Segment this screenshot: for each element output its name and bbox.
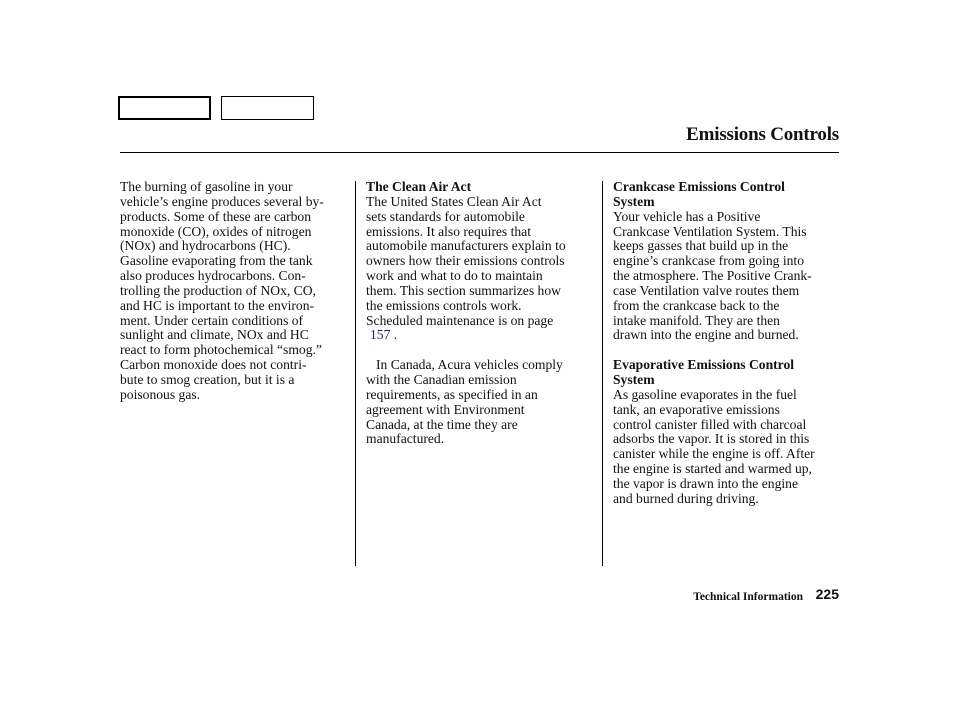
evaporative-heading: Evaporative Emissions Control	[613, 357, 795, 373]
text-line: In Canada, Acura vehicles comply	[376, 357, 563, 373]
text-line: Your vehicle has a Positive	[613, 208, 761, 224]
footer-section-label: Technical Information	[693, 591, 803, 603]
paragraph-gap	[366, 343, 598, 358]
text-line: (NOx) and hydrocarbons (HC).	[120, 238, 291, 254]
nav-button-main-menu[interactable]	[118, 96, 211, 120]
paragraph-gap	[613, 343, 845, 358]
text-line: automobile manufacturers explain to	[366, 238, 566, 254]
text-line: Canada, at the time they are	[366, 416, 518, 432]
text-line: Gasoline evaporating from the tank	[120, 253, 313, 269]
page-157-link[interactable]: 157	[370, 327, 391, 343]
text-line: drawn into the engine and burned.	[613, 327, 799, 343]
page-reference-line	[366, 328, 598, 343]
text-line: canister while the engine is off. After	[613, 446, 815, 462]
text-line: requirements, as specified in an	[366, 386, 538, 402]
column-divider-left	[355, 181, 356, 566]
text-line: the emissions controls work.	[366, 297, 522, 313]
text-line: the atmosphere. The Positive Crank-	[613, 268, 812, 284]
text-line: owners how their emissions controls	[366, 253, 565, 269]
text-line: manufactured.	[366, 431, 445, 447]
text-line: agreement with Environment	[366, 401, 525, 417]
text-line: bute to smog creation, but it is a	[120, 371, 295, 387]
text-line: the vapor is drawn into the engine	[613, 475, 798, 491]
page-link-suffix: .	[390, 327, 398, 343]
text-line: The burning of gasoline in your	[120, 179, 293, 194]
text-line: vehicle’s engine produces several by-	[120, 193, 324, 209]
intro-column	[120, 180, 348, 403]
text-line: adsorbs the vapor. It is stored in this	[613, 431, 810, 447]
text-line: control canister filled with charcoal	[613, 416, 807, 432]
title-rule	[120, 152, 839, 153]
crankcase-heading: Crankcase Emissions Control	[613, 179, 785, 194]
text-line: Carbon monoxide does not contri-	[120, 357, 307, 373]
text-line: Crankcase Ventilation System. This	[613, 223, 807, 239]
text-line: products. Some of these are carbon	[120, 208, 312, 224]
text-line: trolling the production of NOx, CO,	[120, 282, 316, 298]
text-line: and burned during driving.	[613, 490, 759, 506]
text-line: also produces hydrocarbons. Con-	[120, 268, 306, 284]
text-line: from the crankcase back to the	[613, 297, 780, 313]
text-line: poisonous gas.	[120, 386, 201, 402]
clean-air-act-column	[366, 180, 598, 447]
text-line: intake manifold. They are then	[613, 312, 780, 328]
text-line: As gasoline evaporates in the fuel	[613, 386, 797, 402]
text-line: monoxide (CO), oxides of nitrogen	[120, 223, 312, 239]
text-line: ment. Under certain conditions of	[120, 312, 304, 328]
text-line: and HC is important to the environ-	[120, 297, 315, 313]
nav-button-table-of-contents[interactable]	[221, 96, 314, 120]
text-line: react to form photochemical “smog.”	[120, 342, 322, 358]
text-line: sets standards for automobile	[366, 208, 525, 224]
text-line: the engine is started and warmed up,	[613, 461, 812, 477]
emission-systems-column	[613, 180, 845, 507]
evaporative-heading: System	[613, 371, 655, 387]
page-title: Emissions Controls	[686, 124, 839, 145]
text-line: work and what to do to maintain	[366, 268, 543, 284]
text-line: tank, an evaporative emissions	[613, 401, 780, 417]
text-line: engine’s crankcase from going into	[613, 253, 805, 269]
text-line: with the Canadian emission	[366, 371, 517, 387]
page-number: 225	[815, 586, 839, 602]
text-line: sunlight and climate, NOx and HC	[120, 327, 309, 343]
text-line: them. This section summarizes how	[366, 282, 561, 298]
text-line: keeps gasses that build up in the	[613, 238, 789, 254]
text-line: emissions. It also requires that	[366, 223, 531, 239]
text-line: The United States Clean Air Act	[366, 193, 542, 209]
intro-paragraph	[120, 180, 348, 403]
text-line: Scheduled maintenance is on page	[366, 312, 554, 328]
crankcase-heading: System	[613, 193, 655, 209]
column-divider-right	[602, 181, 603, 566]
clean-air-act-heading: The Clean Air Act	[366, 179, 472, 194]
text-line: case Ventilation valve routes them	[613, 282, 800, 298]
